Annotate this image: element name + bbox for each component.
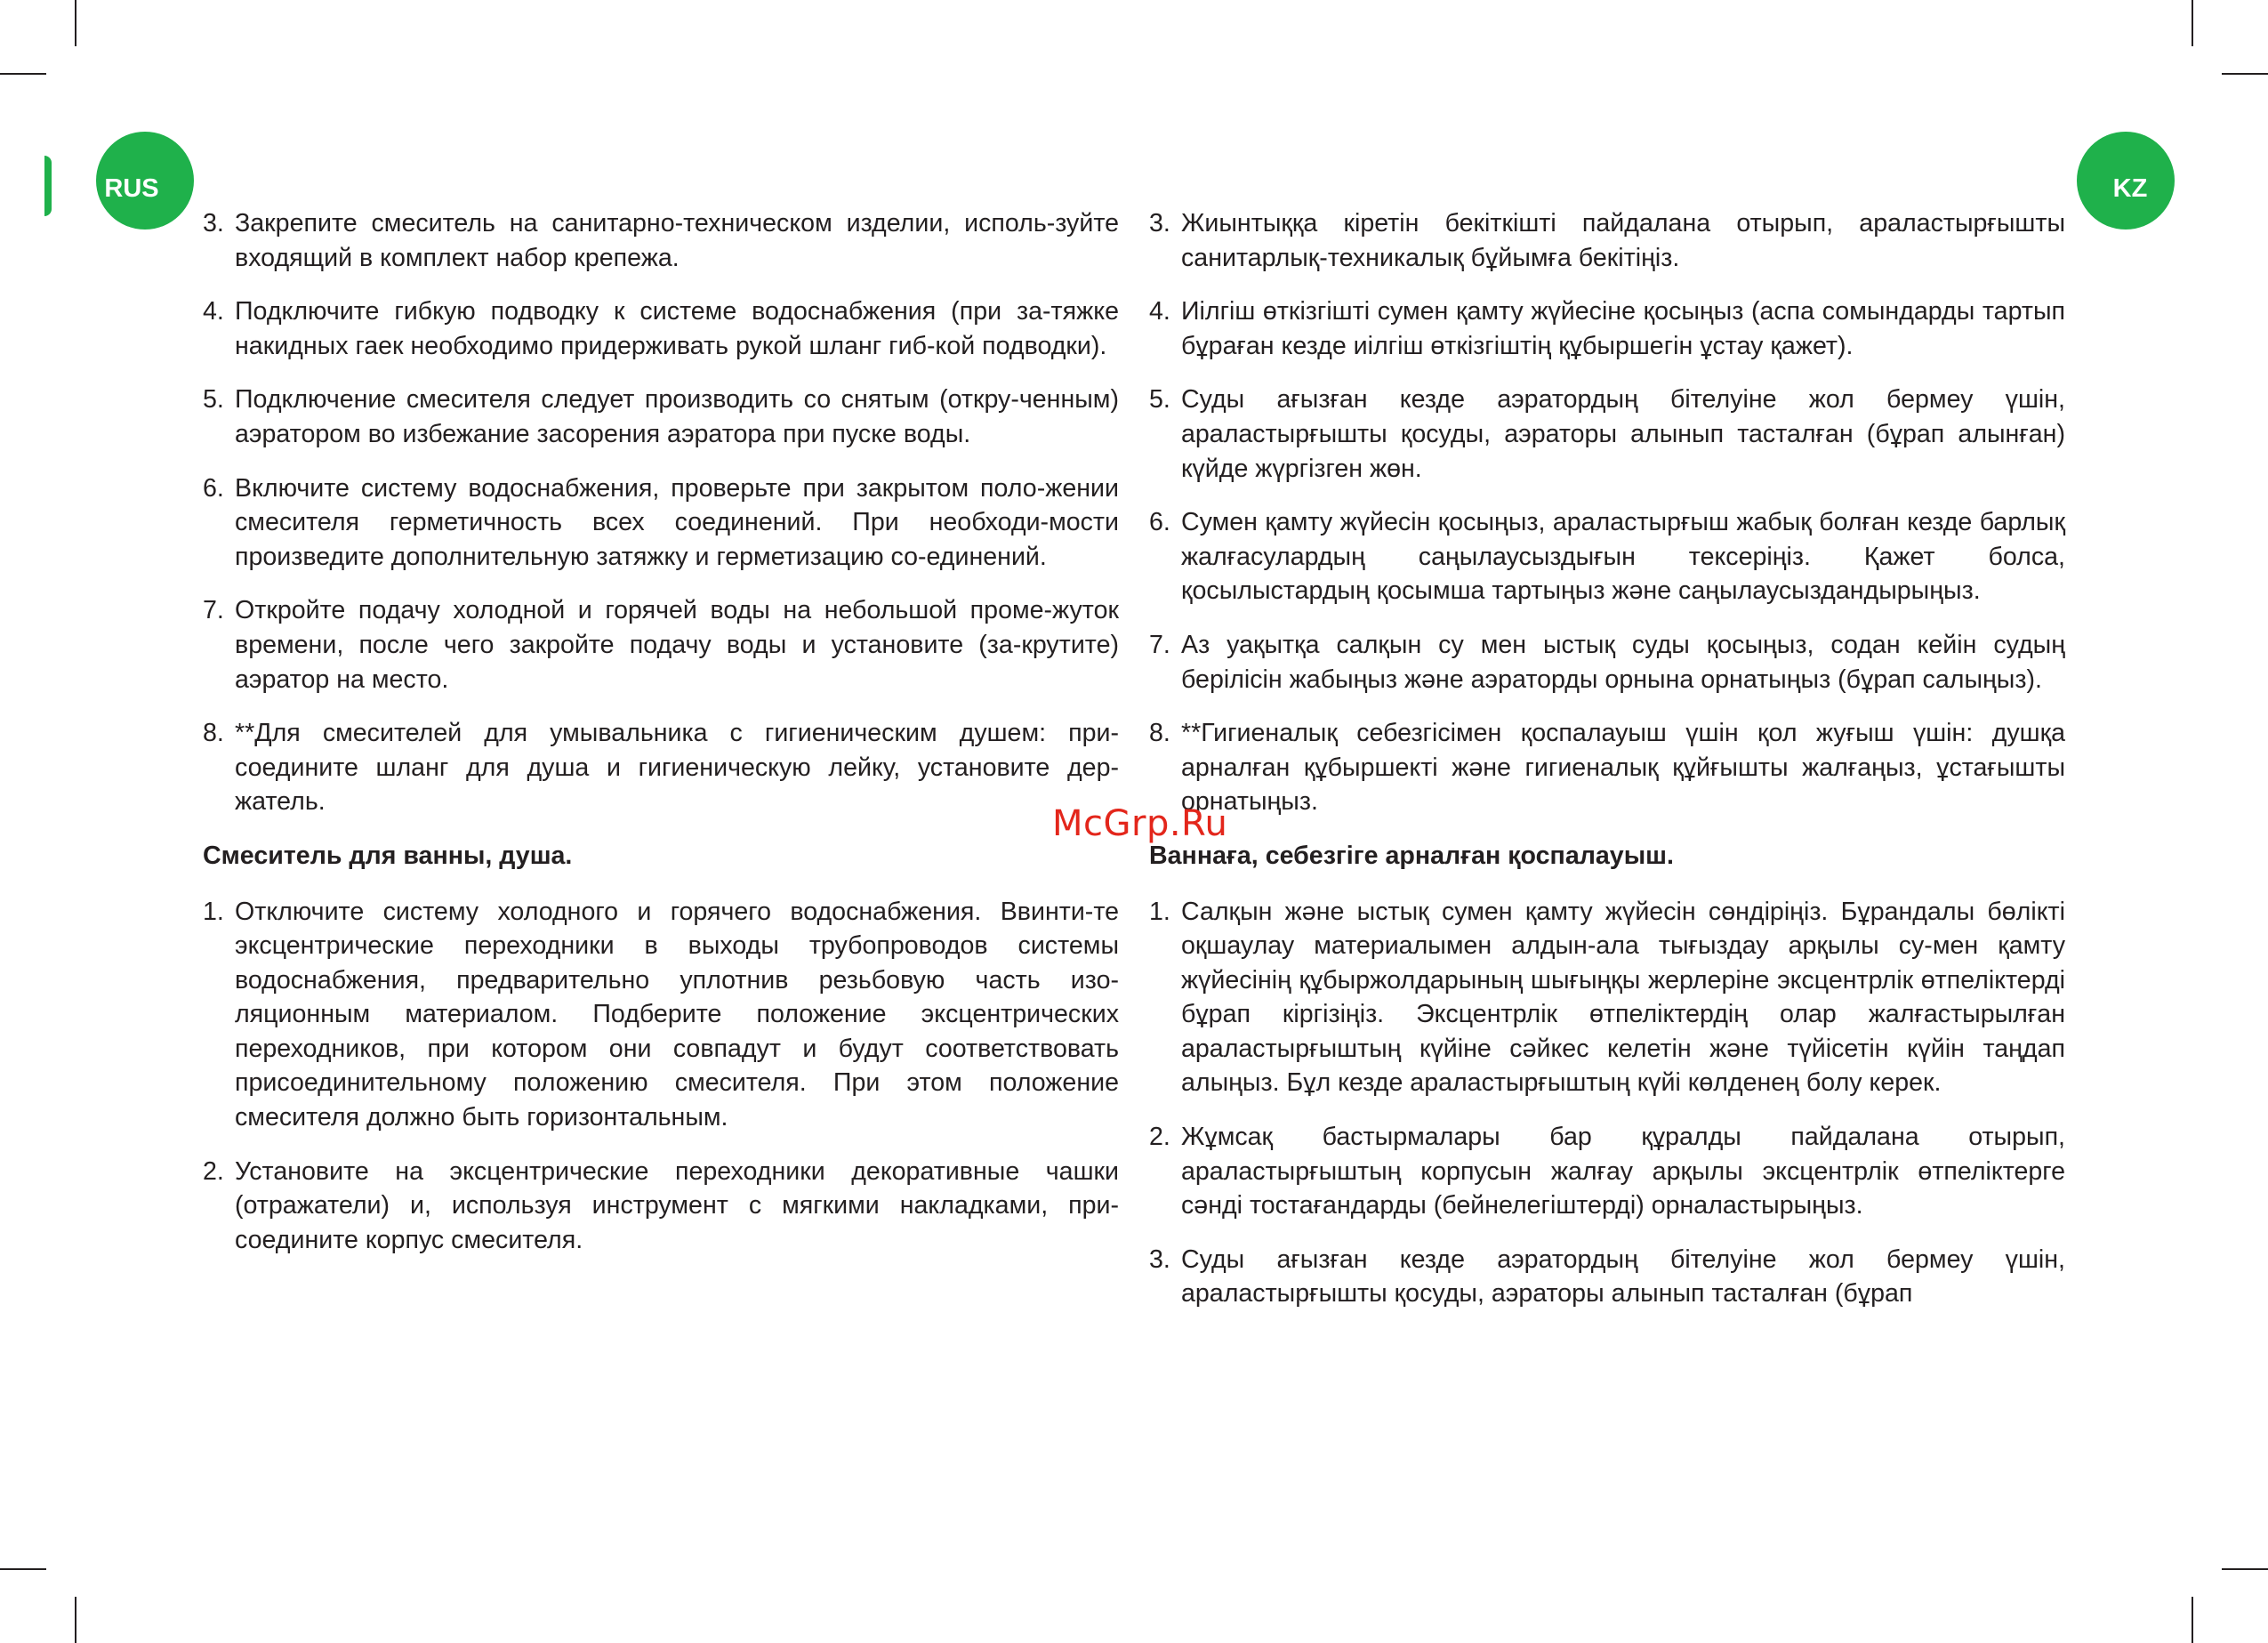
instruction-list <box>203 206 1119 819</box>
item-text: **Для смесителей для умывальника с гигиеническим душем: при-соедините шланг для душа и гигиеническую лейку, установите дер-жатель. <box>235 719 1119 817</box>
list-item <box>203 206 1119 275</box>
item-text: Суды ағызған кезде аэратордың бітелуіне жол бермеу үшін, араластырғышты қосуды, аэраторы алынып тасталған (бұрап <box>1181 1244 2065 1309</box>
list-item <box>203 895 1119 1135</box>
language-badge-rus: RUS <box>96 132 194 230</box>
crop-mark <box>75 1597 76 1643</box>
item-text: Закрепите смеситель на санитарно-техническом изделии, исполь-зуйте входящий в комплект набор крепежа. <box>235 209 1119 272</box>
crop-mark <box>0 73 46 75</box>
section-heading: Смеситель для ванны, душа. <box>203 841 573 870</box>
item-number: 3. <box>1149 209 1170 238</box>
item-number: 6. <box>1149 508 1170 537</box>
list-item <box>1149 206 2065 275</box>
item-number: 1. <box>203 897 224 926</box>
item-number: 7. <box>203 596 224 625</box>
item-text: Установите на эксцентрические переходники декоративные чашки (отражатели) и, используя инструмент с мягкими накладками, при-соедините корпус смесителя. <box>235 1156 1119 1254</box>
list-item <box>203 294 1119 363</box>
item-number: 4. <box>1149 297 1170 326</box>
item-number: 8. <box>1149 719 1170 748</box>
instruction-list <box>1149 206 2065 819</box>
item-text: Подключение смесителя следует производить со снятым (откру-ченным) аэратором во избежание засорения аэратора при пуске воды. <box>235 385 1119 448</box>
item-number: 6. <box>203 473 224 503</box>
list-item <box>1149 294 2065 363</box>
item-number: 5. <box>203 385 224 415</box>
item-number: 3. <box>1149 1244 1170 1274</box>
instruction-list <box>203 895 1119 1258</box>
list-item <box>1149 505 2065 608</box>
item-number: 3. <box>203 209 224 238</box>
section-heading: Ваннаға, себезгіге арналған қоспалауыш. <box>1149 841 1674 870</box>
item-text: Откройте подачу холодной и горячей воды на небольшой проме-жуток времени, после чего закройте подачу воды и установите (за-крутите) аэратор на место. <box>235 596 1119 694</box>
crop-mark <box>2222 73 2268 75</box>
crop-mark <box>2192 1597 2193 1643</box>
crop-mark <box>75 0 76 46</box>
language-badge-kz: KZ <box>2077 132 2175 230</box>
crop-mark <box>2222 1568 2268 1570</box>
list-item <box>203 471 1119 575</box>
list-item <box>1149 716 2065 819</box>
item-text: **Гигиеналық себезгісімен қоспалауыш үшін қол жуғыш үшін: душқа арналған құбыршекті және гигиеналық құйғышты жалғаңыз, ұстағышты орнатыңыз. <box>1181 719 2065 817</box>
list-item <box>1149 628 2065 697</box>
list-item <box>203 716 1119 819</box>
item-text: Суды ағызған кезде аэратордың бітелуіне жол бермеу үшін, араластырғышты қосуды, аэраторы алынып тасталған (бұрап алынған) күйде жүргізген жөн. <box>1181 385 2065 483</box>
list-item <box>203 383 1119 451</box>
list-item <box>1149 1243 2065 1311</box>
left-column-rus <box>203 206 1119 1277</box>
crop-mark <box>2192 0 2193 46</box>
item-text: Включите систему водоснабжения, проверьте при закрытом поло-жении смесителя герметичность всех соединений. При необходи-мости произведите дополнительную затяжку и герметизацию со-единений. <box>235 473 1119 571</box>
list-item <box>1149 1120 2065 1223</box>
list-item <box>203 1155 1119 1258</box>
item-number: 2. <box>1149 1123 1170 1152</box>
list-item <box>1149 895 2065 1101</box>
item-text: Отключите систему холодного и горячего водоснабжения. Ввинти-те эксцентрические переходники в выходы трубопроводов системы водоснабжения, предварительно уплотнив резьбовую часть изо-ляционным материалом. Подберите положение эксцентрических переходников, при котором они совпадут и будут соответствовать присоединительному положению смесителя. При этом положение смесителя должно быть горизонтальным. <box>235 897 1119 1132</box>
instruction-list <box>1149 895 2065 1312</box>
item-number: 8. <box>203 719 224 748</box>
list-item <box>203 593 1119 697</box>
list-item <box>1149 383 2065 486</box>
item-text: Аз уақытқа салқын су мен ыстық суды қосыңыз, содан кейін судың берілісін жабыңыз және аэраторды орнына орнатыңыз (бұрап салыңыз). <box>1181 630 2065 694</box>
right-column-kz <box>1149 206 2065 1331</box>
item-number: 2. <box>203 1156 224 1186</box>
item-number: 5. <box>1149 385 1170 415</box>
item-number: 1. <box>1149 897 1170 926</box>
item-text: Салқын және ыстық сумен қамту жүйесін сөндіріңіз. Бұрандалы бөлікті оқшаулау материалымен алдын-ала тығыздау арқылы су-мен қамту жүйесінің құбыржолдарының шығыңқы жерлеріне эксцентрлік өтпеліктерді бұрап кіргізіңіз. Эксцентрлік өтпеліктердің олар жалғастырылған араластырғыштың күйіне сәйкес келетін және түйісетін күйін таңдап алыңыз. Бұл кезде араластырғыштың күйі көлденең болу керек. <box>1181 897 2065 1098</box>
item-text: Жұмсақ бастырмалары бар құралды пайдалана отырып, араластырғыштың корпусын жалғау арқылы эксцентрлік өтпеліктерге сәнді тостағандарды (бейнелегіштерді) орналастырыңыз. <box>1181 1123 2065 1220</box>
item-text: Подключите гибкую подводку к системе водоснабжения (при за-тяжке накидных гаек необходимо придерживать рукой шланг гиб-кой подводки). <box>235 297 1119 360</box>
item-text: Сумен қамту жүйесін қосыңыз, араластырғыш жабық болған кезде барлық жалғасулардың саңылаусыздығын тексеріңіз. Қажет болса, қосылыстардың қосымша тартыңыз және саңылаусыздандырыңыз. <box>1181 508 2065 606</box>
watermark: McGrp.Ru <box>1052 803 1228 844</box>
item-number: 4. <box>203 297 224 326</box>
item-text: Иілгіш өткізгішті сумен қамту жүйесіне қосыңыз (аспа сомындарды тартып бұраған кезде иілгіш өткізгіштің құбыршегін ұстау қажет). <box>1181 297 2065 360</box>
language-tab-marker <box>44 156 52 216</box>
crop-mark <box>0 1568 46 1570</box>
item-number: 7. <box>1149 630 1170 659</box>
item-text: Жиынтыққа кіретін бекіткішті пайдалана отырып, араластырғышты санитарлық-техникалық бұйымға бекітіңіз. <box>1181 209 2065 272</box>
